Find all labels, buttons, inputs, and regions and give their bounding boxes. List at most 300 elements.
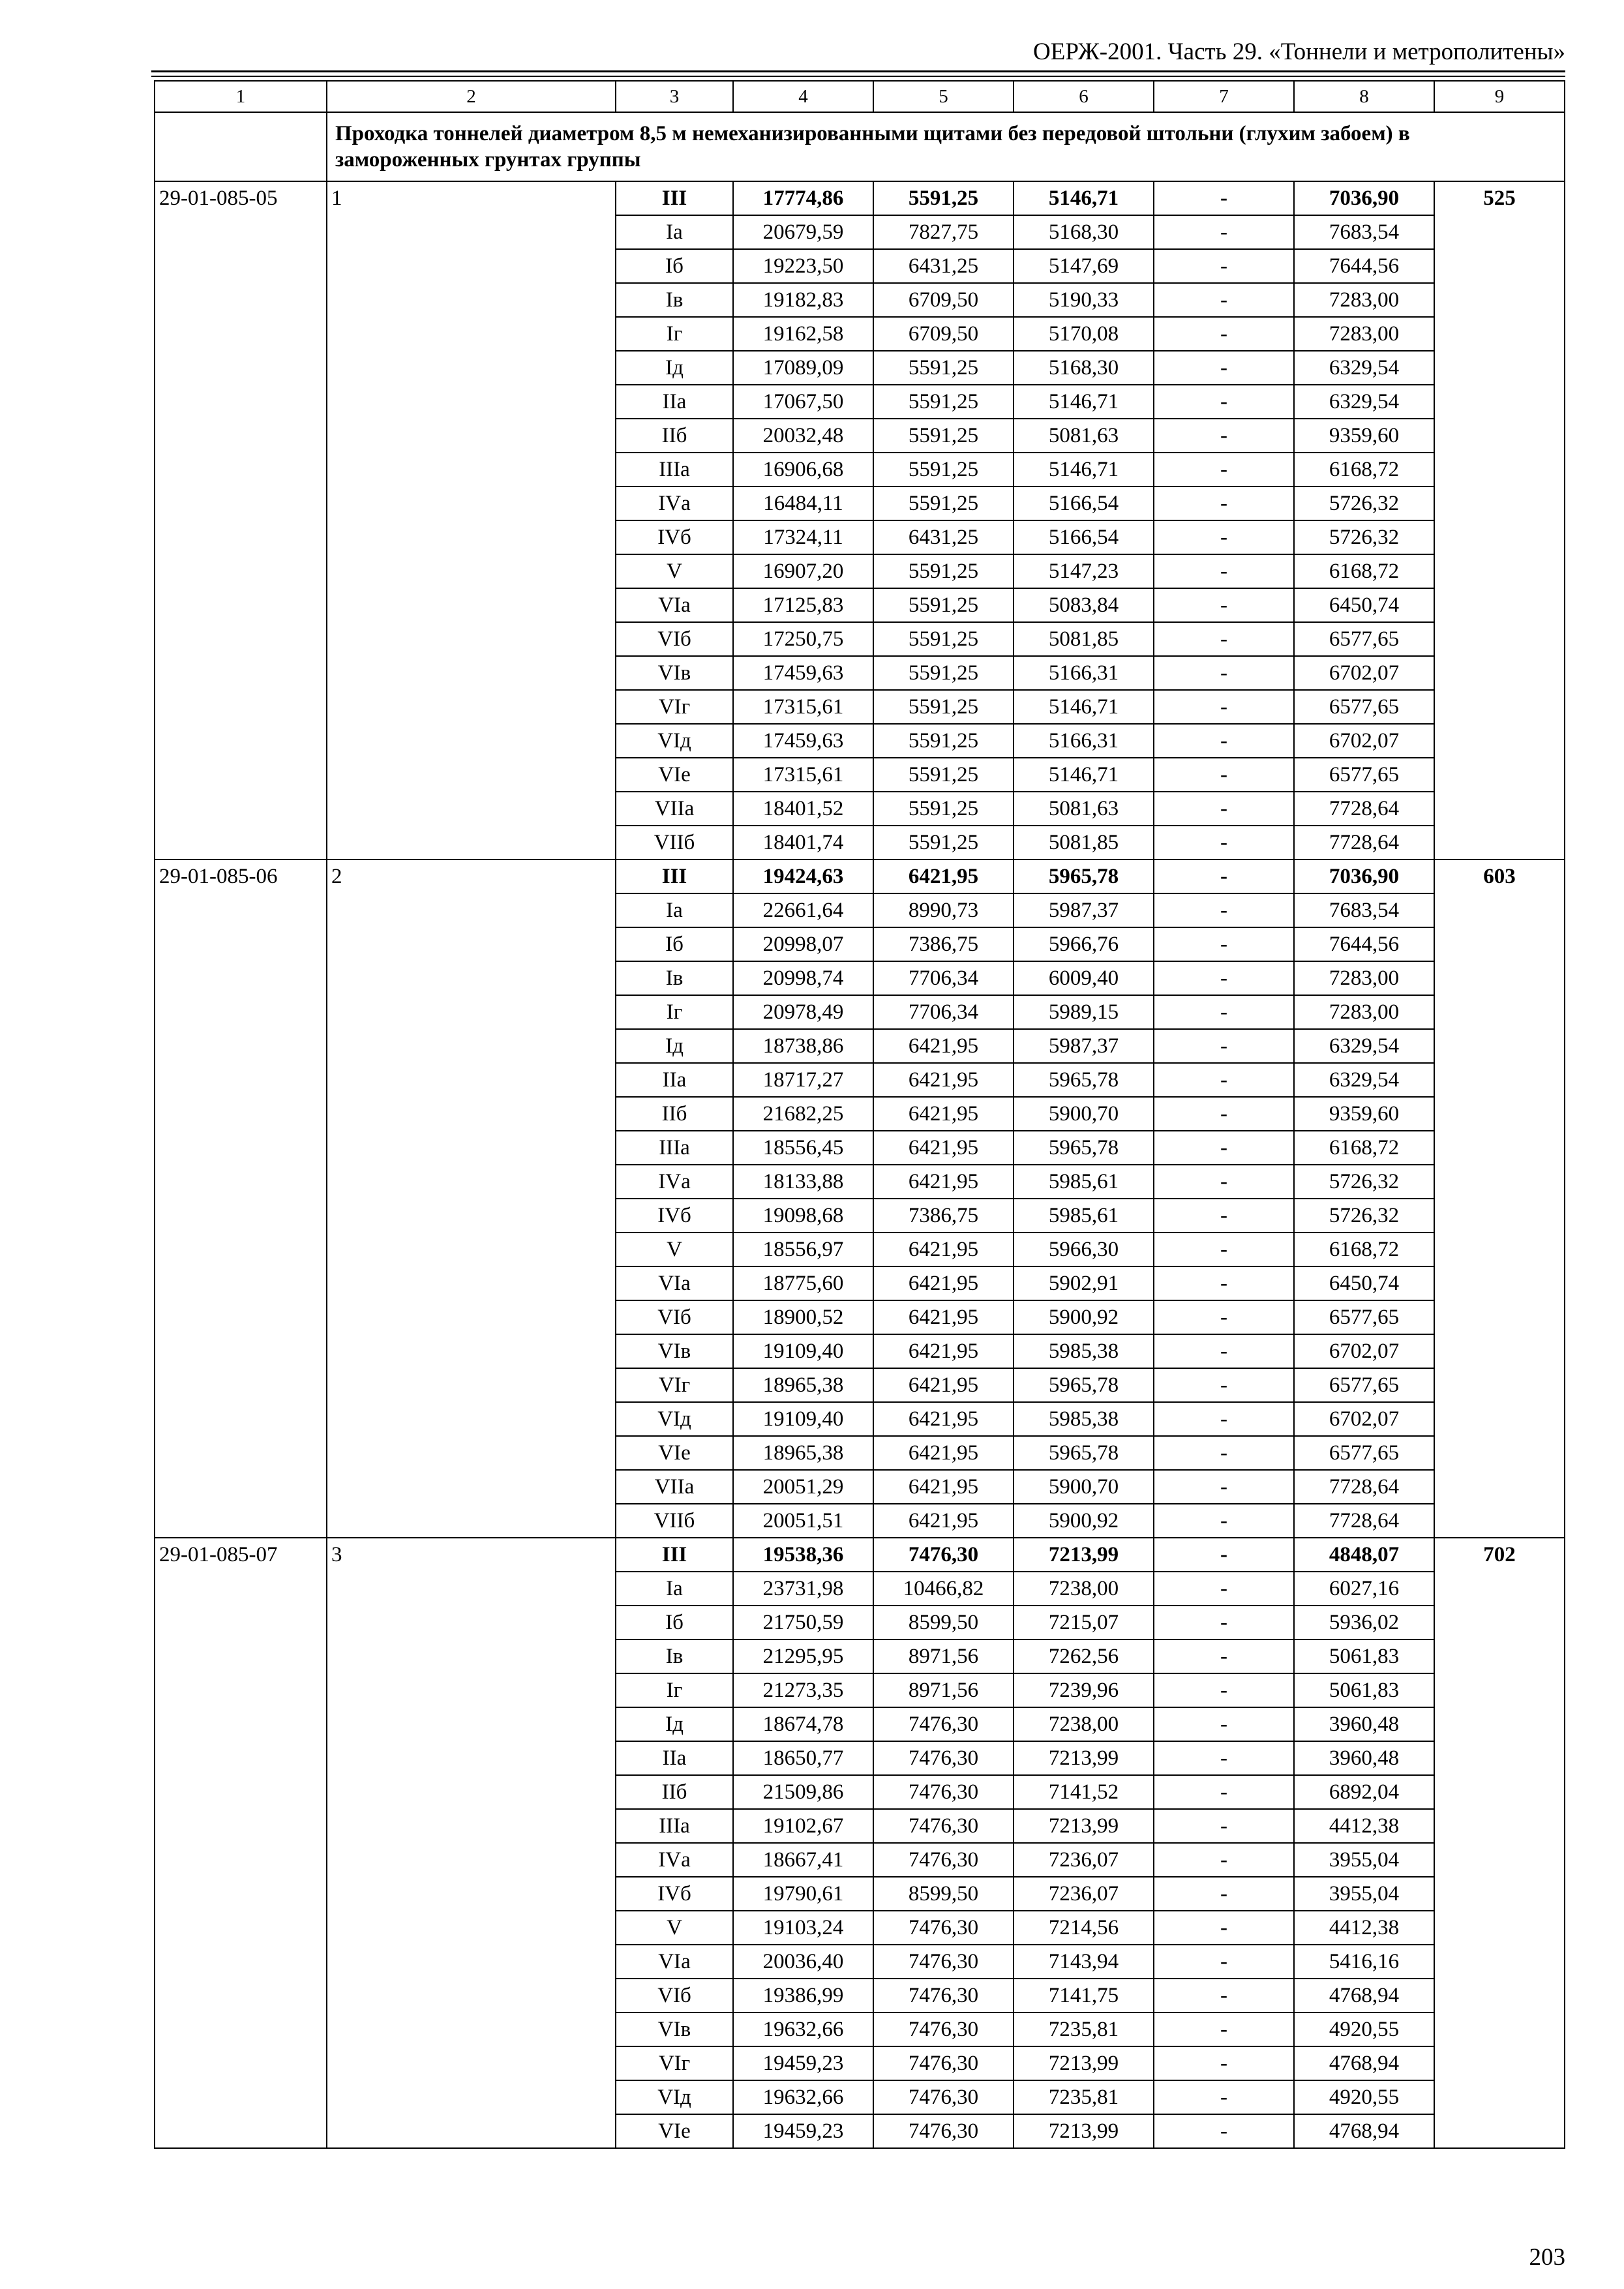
- section-blank-cell: [155, 112, 327, 181]
- wages-cell: 5591,25: [873, 724, 1014, 758]
- item-number-cell: 2: [327, 860, 616, 1538]
- total-cost-cell: 17459,63: [733, 656, 873, 690]
- machines-cell: 7238,00: [1014, 1707, 1154, 1741]
- wages-cell: 6421,95: [873, 1266, 1014, 1300]
- total-cost-cell: 19459,23: [733, 2114, 873, 2148]
- operator-wages-cell: -: [1154, 215, 1294, 249]
- machines-cell: 7141,75: [1014, 1979, 1154, 2012]
- materials-cell: 7644,56: [1294, 927, 1434, 961]
- wages-cell: 7827,75: [873, 215, 1014, 249]
- machines-cell: 5146,71: [1014, 385, 1154, 419]
- column-number: 6: [1014, 81, 1154, 112]
- wages-cell: 7706,34: [873, 961, 1014, 995]
- soil-group-cell: VIг: [616, 2046, 733, 2080]
- total-cost-cell: 20032,48: [733, 419, 873, 453]
- machines-cell: 7215,07: [1014, 1606, 1154, 1639]
- column-number: 2: [327, 81, 616, 112]
- machines-cell: 5900,70: [1014, 1097, 1154, 1131]
- soil-group-cell: VIв: [616, 656, 733, 690]
- machines-cell: 5985,61: [1014, 1199, 1154, 1233]
- machines-cell: 5146,71: [1014, 181, 1154, 215]
- operator-wages-cell: -: [1154, 181, 1294, 215]
- header-rule-thick: [151, 70, 1565, 72]
- machines-cell: 7213,99: [1014, 1741, 1154, 1775]
- soil-group-cell: Iв: [616, 283, 733, 317]
- soil-group-cell: IIа: [616, 385, 733, 419]
- soil-group-cell: Iд: [616, 1029, 733, 1063]
- materials-cell: 5726,32: [1294, 1199, 1434, 1233]
- materials-cell: 6702,07: [1294, 1334, 1434, 1368]
- materials-cell: 6450,74: [1294, 588, 1434, 622]
- operator-wages-cell: -: [1154, 1809, 1294, 1843]
- materials-cell: 6577,65: [1294, 1300, 1434, 1334]
- wages-cell: 8990,73: [873, 893, 1014, 927]
- total-cost-cell: 23731,98: [733, 1572, 873, 1606]
- total-cost-cell: 19386,99: [733, 1979, 873, 2012]
- column-number-row: [155, 81, 1565, 112]
- wages-cell: 7476,30: [873, 1538, 1014, 1572]
- soil-group-cell: IVб: [616, 1199, 733, 1233]
- machines-cell: 5170,08: [1014, 317, 1154, 351]
- total-cost-cell: 19632,66: [733, 2012, 873, 2046]
- total-cost-cell: 17125,83: [733, 588, 873, 622]
- wages-cell: 5591,25: [873, 351, 1014, 385]
- operator-wages-cell: -: [1154, 2012, 1294, 2046]
- soil-group-cell: Iа: [616, 893, 733, 927]
- materials-cell: 6329,54: [1294, 1063, 1434, 1097]
- operator-wages-cell: -: [1154, 283, 1294, 317]
- machines-cell: 5902,91: [1014, 1266, 1154, 1300]
- machines-cell: 5168,30: [1014, 351, 1154, 385]
- wages-cell: 10466,82: [873, 1572, 1014, 1606]
- machines-cell: 5081,85: [1014, 622, 1154, 656]
- operator-wages-cell: -: [1154, 2114, 1294, 2148]
- operator-wages-cell: -: [1154, 622, 1294, 656]
- wages-cell: 5591,25: [873, 181, 1014, 215]
- materials-cell: 6168,72: [1294, 1131, 1434, 1165]
- soil-group-cell: V: [616, 554, 733, 588]
- materials-cell: 7283,00: [1294, 283, 1434, 317]
- total-cost-cell: 18556,45: [733, 1131, 873, 1165]
- item-number-cell: 1: [327, 181, 616, 860]
- materials-cell: 6329,54: [1294, 351, 1434, 385]
- soil-group-cell: Iг: [616, 995, 733, 1029]
- soil-group-cell: III: [616, 860, 733, 893]
- operator-wages-cell: -: [1154, 927, 1294, 961]
- wages-cell: 7476,30: [873, 1843, 1014, 1877]
- table-row: [155, 181, 1565, 215]
- total-cost-cell: 21509,86: [733, 1775, 873, 1809]
- total-cost-cell: 19103,24: [733, 1911, 873, 1945]
- wages-cell: 6421,95: [873, 1368, 1014, 1402]
- total-cost-cell: 18965,38: [733, 1368, 873, 1402]
- wages-cell: 8971,56: [873, 1639, 1014, 1673]
- section-title: Проходка тоннелей диаметром 8,5 м немеханизированными щитами без передовой штольни (глухим забоем) в замороженных грунтах группы: [327, 112, 1565, 181]
- materials-cell: 5061,83: [1294, 1673, 1434, 1707]
- soil-group-cell: IIа: [616, 1741, 733, 1775]
- operator-wages-cell: -: [1154, 1843, 1294, 1877]
- total-cost-cell: 20998,74: [733, 961, 873, 995]
- materials-cell: 3955,04: [1294, 1877, 1434, 1911]
- total-cost-cell: 18674,78: [733, 1707, 873, 1741]
- operator-wages-cell: -: [1154, 1504, 1294, 1538]
- materials-cell: 7683,54: [1294, 893, 1434, 927]
- soil-group-cell: VIб: [616, 1300, 733, 1334]
- operator-wages-cell: -: [1154, 860, 1294, 893]
- operator-wages-cell: -: [1154, 1741, 1294, 1775]
- wages-cell: 7476,30: [873, 1775, 1014, 1809]
- machines-cell: 7239,96: [1014, 1673, 1154, 1707]
- machines-cell: 7213,99: [1014, 1538, 1154, 1572]
- machines-cell: 5987,37: [1014, 893, 1154, 927]
- total-cost-cell: 20036,40: [733, 1945, 873, 1979]
- wages-cell: 7476,30: [873, 2046, 1014, 2080]
- operator-wages-cell: -: [1154, 961, 1294, 995]
- operator-wages-cell: -: [1154, 1673, 1294, 1707]
- operator-wages-cell: -: [1154, 385, 1294, 419]
- machines-cell: 7141,52: [1014, 1775, 1154, 1809]
- machines-cell: 5146,71: [1014, 453, 1154, 486]
- total-cost-cell: 19109,40: [733, 1402, 873, 1436]
- operator-wages-cell: -: [1154, 2080, 1294, 2114]
- wages-cell: 6421,95: [873, 1063, 1014, 1097]
- wages-cell: 6421,95: [873, 1131, 1014, 1165]
- total-cost-cell: 19098,68: [733, 1199, 873, 1233]
- wages-cell: 5591,25: [873, 588, 1014, 622]
- soil-group-cell: Iд: [616, 1707, 733, 1741]
- machines-cell: 7213,99: [1014, 2114, 1154, 2148]
- operator-wages-cell: -: [1154, 893, 1294, 927]
- total-cost-cell: 18650,77: [733, 1741, 873, 1775]
- machines-cell: 5146,71: [1014, 690, 1154, 724]
- materials-cell: 6168,72: [1294, 453, 1434, 486]
- soil-group-cell: III: [616, 1538, 733, 1572]
- operator-wages-cell: -: [1154, 1572, 1294, 1606]
- materials-cell: 7728,64: [1294, 1504, 1434, 1538]
- soil-group-cell: IIIа: [616, 453, 733, 486]
- materials-cell: 4768,94: [1294, 2114, 1434, 2148]
- soil-group-cell: VIд: [616, 724, 733, 758]
- machines-cell: 7214,56: [1014, 1911, 1154, 1945]
- machines-cell: 7262,56: [1014, 1639, 1154, 1673]
- materials-cell: 3960,48: [1294, 1741, 1434, 1775]
- materials-cell: 5726,32: [1294, 486, 1434, 520]
- soil-group-cell: V: [616, 1233, 733, 1266]
- operator-wages-cell: -: [1154, 1199, 1294, 1233]
- materials-cell: 6577,65: [1294, 1436, 1434, 1470]
- column-number: 3: [616, 81, 733, 112]
- total-cost-cell: 22661,64: [733, 893, 873, 927]
- machines-cell: 7238,00: [1014, 1572, 1154, 1606]
- operator-wages-cell: -: [1154, 351, 1294, 385]
- machines-cell: 5965,78: [1014, 1131, 1154, 1165]
- total-cost-cell: 19109,40: [733, 1334, 873, 1368]
- machines-cell: 5166,54: [1014, 486, 1154, 520]
- materials-cell: 7283,00: [1294, 961, 1434, 995]
- total-cost-cell: 19538,36: [733, 1538, 873, 1572]
- materials-cell: 6329,54: [1294, 1029, 1434, 1063]
- wages-cell: 7386,75: [873, 927, 1014, 961]
- total-cost-cell: 17315,61: [733, 690, 873, 724]
- soil-group-cell: IVб: [616, 1877, 733, 1911]
- wages-cell: 6709,50: [873, 283, 1014, 317]
- wages-cell: 5591,25: [873, 792, 1014, 826]
- wages-cell: 5591,25: [873, 758, 1014, 792]
- table-body: [155, 81, 1565, 2148]
- wages-cell: 6421,95: [873, 1334, 1014, 1368]
- machines-cell: 7235,81: [1014, 2080, 1154, 2114]
- materials-cell: 7283,00: [1294, 317, 1434, 351]
- soil-group-cell: VIб: [616, 622, 733, 656]
- materials-cell: 5936,02: [1294, 1606, 1434, 1639]
- machines-cell: 5900,92: [1014, 1300, 1154, 1334]
- total-cost-cell: 20051,51: [733, 1504, 873, 1538]
- materials-cell: 6577,65: [1294, 690, 1434, 724]
- total-cost-cell: 19459,23: [733, 2046, 873, 2080]
- soil-group-cell: Iа: [616, 1572, 733, 1606]
- total-cost-cell: 21750,59: [733, 1606, 873, 1639]
- column-number: 9: [1434, 81, 1565, 112]
- section-title-row: [155, 112, 1565, 181]
- page-number: 203: [1529, 2244, 1565, 2271]
- soil-group-cell: Iа: [616, 215, 733, 249]
- soil-group-cell: VIа: [616, 588, 733, 622]
- soil-group-cell: V: [616, 1911, 733, 1945]
- operator-wages-cell: -: [1154, 486, 1294, 520]
- labor-cost-cell: 603: [1434, 860, 1565, 1538]
- machines-cell: 7236,07: [1014, 1877, 1154, 1911]
- total-cost-cell: 17774,86: [733, 181, 873, 215]
- operator-wages-cell: -: [1154, 1707, 1294, 1741]
- soil-group-cell: VIIб: [616, 826, 733, 860]
- machines-cell: 5147,23: [1014, 554, 1154, 588]
- total-cost-cell: 20998,07: [733, 927, 873, 961]
- total-cost-cell: 21273,35: [733, 1673, 873, 1707]
- machines-cell: 7213,99: [1014, 2046, 1154, 2080]
- total-cost-cell: 18775,60: [733, 1266, 873, 1300]
- wages-cell: 6431,25: [873, 249, 1014, 283]
- machines-cell: 5146,71: [1014, 758, 1154, 792]
- machines-cell: 5168,30: [1014, 215, 1154, 249]
- materials-cell: 3960,48: [1294, 1707, 1434, 1741]
- operator-wages-cell: -: [1154, 1300, 1294, 1334]
- wages-cell: 6421,95: [873, 1470, 1014, 1504]
- total-cost-cell: 18738,86: [733, 1029, 873, 1063]
- operator-wages-cell: -: [1154, 1131, 1294, 1165]
- operator-wages-cell: -: [1154, 1877, 1294, 1911]
- operator-wages-cell: -: [1154, 520, 1294, 554]
- materials-cell: 3955,04: [1294, 1843, 1434, 1877]
- materials-cell: 7728,64: [1294, 1470, 1434, 1504]
- soil-group-cell: Iб: [616, 927, 733, 961]
- soil-group-cell: Iд: [616, 351, 733, 385]
- column-number: 4: [733, 81, 873, 112]
- soil-group-cell: IIIа: [616, 1131, 733, 1165]
- soil-group-cell: VIд: [616, 2080, 733, 2114]
- operator-wages-cell: -: [1154, 1063, 1294, 1097]
- wages-cell: 5591,25: [873, 554, 1014, 588]
- soil-group-cell: VIд: [616, 1402, 733, 1436]
- wages-cell: 7476,30: [873, 2080, 1014, 2114]
- soil-group-cell: IVа: [616, 486, 733, 520]
- soil-group-cell: VIа: [616, 1945, 733, 1979]
- machines-cell: 7235,81: [1014, 2012, 1154, 2046]
- wages-cell: 5591,25: [873, 826, 1014, 860]
- total-cost-cell: 20978,49: [733, 995, 873, 1029]
- machines-cell: 5900,92: [1014, 1504, 1154, 1538]
- total-cost-cell: 16484,11: [733, 486, 873, 520]
- materials-cell: 4920,55: [1294, 2080, 1434, 2114]
- wages-cell: 6421,95: [873, 1165, 1014, 1199]
- wages-cell: 7476,30: [873, 1911, 1014, 1945]
- wages-cell: 5591,25: [873, 622, 1014, 656]
- wages-cell: 8971,56: [873, 1673, 1014, 1707]
- total-cost-cell: 19102,67: [733, 1809, 873, 1843]
- materials-cell: 6702,07: [1294, 656, 1434, 690]
- wages-cell: 7476,30: [873, 1979, 1014, 2012]
- wages-cell: 7476,30: [873, 1707, 1014, 1741]
- total-cost-cell: 18556,97: [733, 1233, 873, 1266]
- operator-wages-cell: -: [1154, 1945, 1294, 1979]
- soil-group-cell: VIе: [616, 2114, 733, 2148]
- machines-cell: 5147,69: [1014, 249, 1154, 283]
- total-cost-cell: 20679,59: [733, 215, 873, 249]
- labor-cost-cell: 702: [1434, 1538, 1565, 2148]
- rates-table: [154, 80, 1565, 2149]
- soil-group-cell: VIв: [616, 1334, 733, 1368]
- soil-group-cell: Iб: [616, 249, 733, 283]
- table-row: [155, 1538, 1565, 1572]
- wages-cell: 7476,30: [873, 1809, 1014, 1843]
- wages-cell: 5591,25: [873, 486, 1014, 520]
- wages-cell: 6421,95: [873, 1233, 1014, 1266]
- wages-cell: 5591,25: [873, 385, 1014, 419]
- wages-cell: 5591,25: [873, 419, 1014, 453]
- materials-cell: 7283,00: [1294, 995, 1434, 1029]
- column-number: 7: [1154, 81, 1294, 112]
- soil-group-cell: IIIа: [616, 1809, 733, 1843]
- operator-wages-cell: -: [1154, 1538, 1294, 1572]
- wages-cell: 6421,95: [873, 1029, 1014, 1063]
- soil-group-cell: IIб: [616, 419, 733, 453]
- machines-cell: 5987,37: [1014, 1029, 1154, 1063]
- wages-cell: 6421,95: [873, 860, 1014, 893]
- operator-wages-cell: -: [1154, 1911, 1294, 1945]
- machines-cell: 5083,84: [1014, 588, 1154, 622]
- soil-group-cell: VIб: [616, 1979, 733, 2012]
- wages-cell: 8599,50: [873, 1877, 1014, 1911]
- rate-code-cell: 29-01-085-07: [155, 1538, 327, 2148]
- rate-code-cell: 29-01-085-06: [155, 860, 327, 1538]
- wages-cell: 7476,30: [873, 1741, 1014, 1775]
- soil-group-cell: VIг: [616, 690, 733, 724]
- total-cost-cell: 17067,50: [733, 385, 873, 419]
- machines-cell: 5985,61: [1014, 1165, 1154, 1199]
- materials-cell: 5416,16: [1294, 1945, 1434, 1979]
- materials-cell: 6702,07: [1294, 1402, 1434, 1436]
- materials-cell: 6450,74: [1294, 1266, 1434, 1300]
- operator-wages-cell: -: [1154, 1097, 1294, 1131]
- machines-cell: 5081,63: [1014, 792, 1154, 826]
- column-number: 8: [1294, 81, 1434, 112]
- wages-cell: 8599,50: [873, 1606, 1014, 1639]
- soil-group-cell: IVб: [616, 520, 733, 554]
- materials-cell: 5726,32: [1294, 1165, 1434, 1199]
- total-cost-cell: 17459,63: [733, 724, 873, 758]
- total-cost-cell: 18900,52: [733, 1300, 873, 1334]
- operator-wages-cell: -: [1154, 690, 1294, 724]
- total-cost-cell: 18401,52: [733, 792, 873, 826]
- wages-cell: 7386,75: [873, 1199, 1014, 1233]
- materials-cell: 4848,07: [1294, 1538, 1434, 1572]
- operator-wages-cell: -: [1154, 1979, 1294, 2012]
- operator-wages-cell: -: [1154, 1233, 1294, 1266]
- total-cost-cell: 19632,66: [733, 2080, 873, 2114]
- machines-cell: 5966,76: [1014, 927, 1154, 961]
- machines-cell: 5190,33: [1014, 283, 1154, 317]
- materials-cell: 5061,83: [1294, 1639, 1434, 1673]
- materials-cell: 6168,72: [1294, 554, 1434, 588]
- machines-cell: 7213,99: [1014, 1809, 1154, 1843]
- materials-cell: 7683,54: [1294, 215, 1434, 249]
- total-cost-cell: 21682,25: [733, 1097, 873, 1131]
- materials-cell: 6577,65: [1294, 622, 1434, 656]
- soil-group-cell: IIа: [616, 1063, 733, 1097]
- total-cost-cell: 17324,11: [733, 520, 873, 554]
- wages-cell: 7476,30: [873, 2114, 1014, 2148]
- machines-cell: 5081,63: [1014, 419, 1154, 453]
- machines-cell: 5966,30: [1014, 1233, 1154, 1266]
- soil-group-cell: IIб: [616, 1097, 733, 1131]
- total-cost-cell: 16907,20: [733, 554, 873, 588]
- item-number-cell: 3: [327, 1538, 616, 2148]
- total-cost-cell: 17089,09: [733, 351, 873, 385]
- soil-group-cell: VIIб: [616, 1504, 733, 1538]
- materials-cell: 5726,32: [1294, 520, 1434, 554]
- total-cost-cell: 18667,41: [733, 1843, 873, 1877]
- materials-cell: 4768,94: [1294, 2046, 1434, 2080]
- materials-cell: 4768,94: [1294, 1979, 1434, 2012]
- wages-cell: 5591,25: [873, 690, 1014, 724]
- total-cost-cell: 21295,95: [733, 1639, 873, 1673]
- operator-wages-cell: -: [1154, 1470, 1294, 1504]
- operator-wages-cell: -: [1154, 1266, 1294, 1300]
- operator-wages-cell: -: [1154, 1029, 1294, 1063]
- materials-cell: 6892,04: [1294, 1775, 1434, 1809]
- operator-wages-cell: -: [1154, 758, 1294, 792]
- header-rule-thin: [151, 76, 1565, 77]
- operator-wages-cell: -: [1154, 554, 1294, 588]
- wages-cell: 6709,50: [873, 317, 1014, 351]
- wages-cell: 7476,30: [873, 1945, 1014, 1979]
- machines-cell: 5166,31: [1014, 656, 1154, 690]
- materials-cell: 9359,60: [1294, 419, 1434, 453]
- total-cost-cell: 19182,83: [733, 283, 873, 317]
- machines-cell: 5166,31: [1014, 724, 1154, 758]
- total-cost-cell: 19424,63: [733, 860, 873, 893]
- soil-group-cell: Iв: [616, 1639, 733, 1673]
- operator-wages-cell: -: [1154, 249, 1294, 283]
- operator-wages-cell: -: [1154, 317, 1294, 351]
- operator-wages-cell: -: [1154, 995, 1294, 1029]
- soil-group-cell: IVа: [616, 1165, 733, 1199]
- total-cost-cell: 20051,29: [733, 1470, 873, 1504]
- soil-group-cell: VIе: [616, 1436, 733, 1470]
- table-row: [155, 860, 1565, 893]
- materials-cell: 4412,38: [1294, 1809, 1434, 1843]
- total-cost-cell: 16906,68: [733, 453, 873, 486]
- total-cost-cell: 19223,50: [733, 249, 873, 283]
